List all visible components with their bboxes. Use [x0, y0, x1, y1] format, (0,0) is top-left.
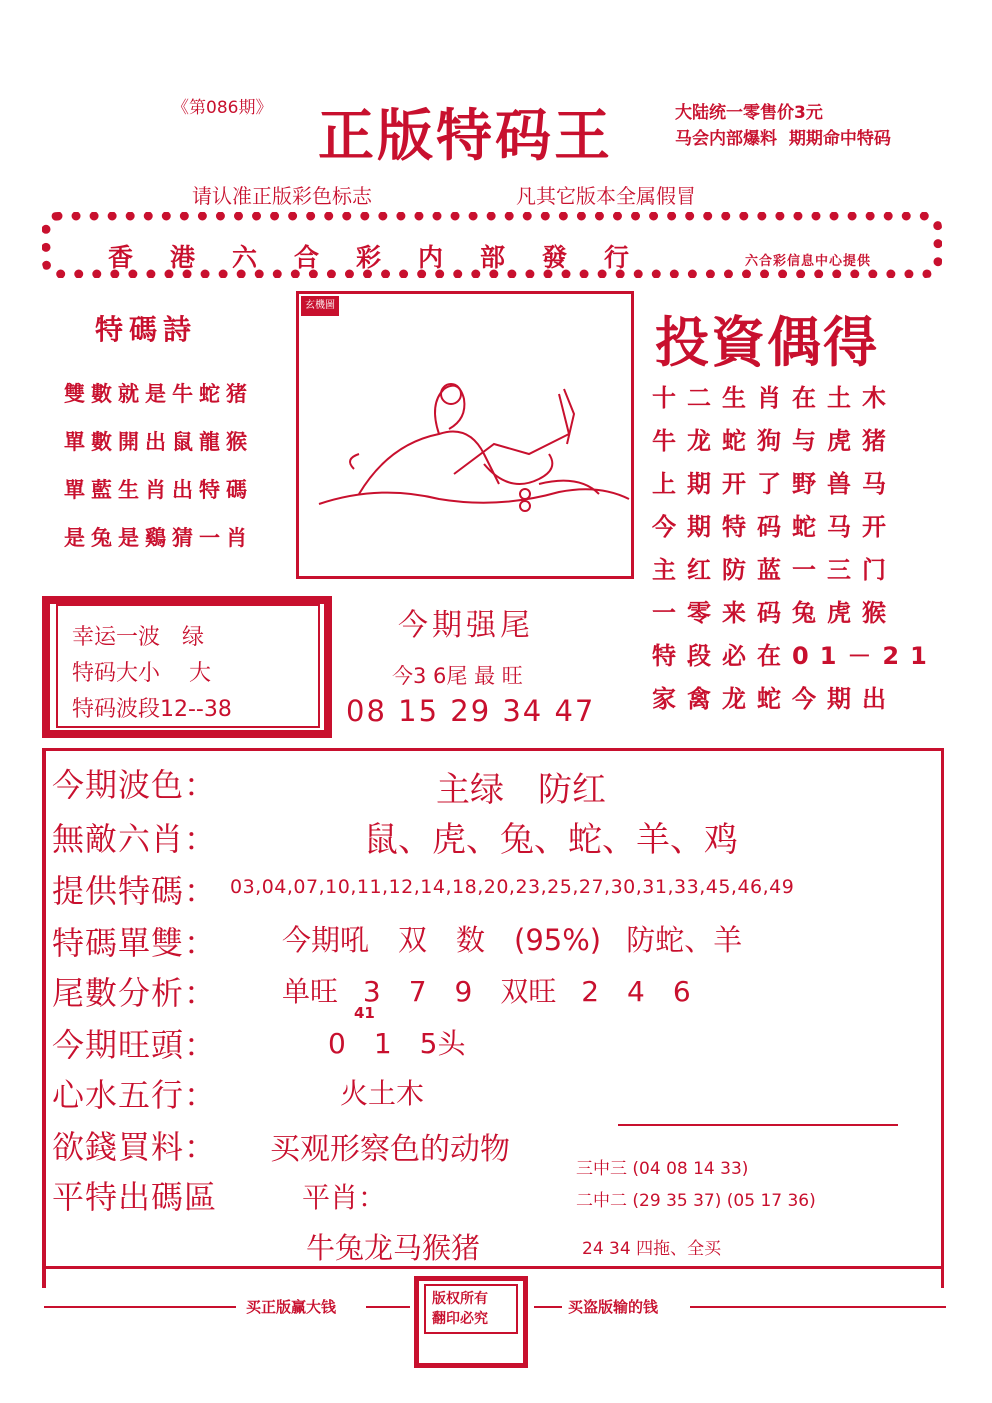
footer-line-right	[690, 1306, 946, 1308]
invest-title: 投資偶得	[655, 310, 879, 374]
strong-tail-title: 今期强尾	[398, 608, 534, 643]
lucky-range: 特码波段12--38	[72, 697, 232, 722]
picture-stamp: 玄機圖	[301, 296, 339, 316]
tail-best: 今3 6尾 最 旺	[392, 664, 523, 688]
invest-line: 上期开了野兽马	[652, 470, 897, 498]
odd-even-value: 今期吼 双 数 (95%) 防蛇、羊	[282, 923, 743, 957]
page-title: 正版特码王	[318, 104, 613, 169]
footer-right-text: 买盗版输的钱	[568, 1298, 659, 1316]
stamp-line1: 版权所有	[432, 1291, 488, 1307]
poem-line: 單數開出鼠龍猴	[64, 429, 253, 454]
mystery-picture	[296, 291, 634, 579]
issue-number: 《第086期》	[172, 98, 273, 118]
strong-numbers: 08 15 29 34 47	[346, 694, 596, 728]
footer-left-text: 买正版赢大钱	[246, 1298, 337, 1316]
color-value: 主绿 防红	[436, 770, 606, 810]
poem-line: 單藍生肖出特碼	[64, 477, 253, 502]
footer-line-mid-left	[366, 1306, 410, 1308]
invest-line: 家禽龙蛇今期出	[652, 685, 897, 713]
invest-line: 十二生肖在土木	[652, 384, 897, 412]
footer-line-mid-right	[534, 1306, 562, 1308]
main-box-bottom	[42, 1266, 944, 1269]
special-numbers-value: 03,04,07,10,11,12,14,18,20,23,25,27,30,31,33,45,46,49	[230, 876, 795, 898]
banner-text: 香港六合彩内部發行	[108, 243, 667, 272]
note-drag: 24 34 四拖、全买	[582, 1239, 722, 1259]
invest-line: 今期特码蛇马开	[652, 513, 897, 541]
footer-line-left	[44, 1306, 236, 1308]
invest-line: 牛龙蛇狗与虎猪	[652, 427, 897, 455]
flat-label: 平肖：	[302, 1181, 387, 1214]
notice-left: 请认准正版彩色标志	[192, 184, 372, 208]
lucky-size: 特码大小 大	[72, 661, 211, 686]
label-buy: 欲錢買料：	[52, 1128, 218, 1166]
stamp-line2: 翻印必究	[432, 1311, 488, 1327]
note-two: 二中二 (29 35 37) (05 17 36)	[576, 1191, 816, 1211]
note-three: 三中三 (04 08 14 33)	[576, 1159, 749, 1179]
invest-line: 主红防蓝一三门	[652, 556, 897, 584]
flat-zodiac-value: 牛兔龙马猴猪	[306, 1231, 481, 1265]
notice-right: 凡其它版本全属假冒	[516, 184, 696, 208]
lucky-wave: 幸运一波 绿	[72, 625, 205, 650]
six-zodiac-value: 鼠、虎、兔、蛇、羊、鸡	[364, 820, 738, 860]
poem-title: 特碼詩	[95, 313, 198, 346]
label-nums: 提供特碼：	[52, 872, 218, 910]
label-flat: 平特出碼區	[52, 1178, 218, 1216]
label-tail: 尾數分析：	[52, 974, 218, 1012]
label-color: 今期波色：	[52, 766, 218, 804]
poem-line: 是兔是鷄猜一肖	[64, 525, 253, 550]
head-value: 0 1 5头	[328, 1027, 466, 1060]
poem-line: 雙數就是牛蛇猪	[64, 381, 253, 406]
note-divider	[618, 1124, 898, 1126]
illustration-sketch	[299, 294, 631, 576]
label-six: 無敵六肖：	[52, 820, 218, 858]
label-head: 今期旺頭：	[52, 1026, 218, 1064]
price-text: 大陆统一零售价3元	[675, 103, 823, 123]
invest-line: 一零来码兔虎猴	[652, 599, 897, 627]
label-oddeven: 特碼單雙：	[52, 924, 218, 962]
five-elements-value: 火土木	[340, 1077, 425, 1110]
label-five: 心水五行：	[52, 1076, 218, 1114]
banner-subtext: 六合彩信息中心提供	[745, 254, 872, 269]
tail-value: 单旺 3 7 9 双旺 2 4 6	[282, 975, 691, 1008]
buy-value: 买观形察色的动物	[270, 1132, 510, 1167]
invest-line: 特段必在01－21	[652, 642, 938, 670]
slogan-text: 马会内部爆料 期期命中特码	[675, 129, 891, 149]
small-number: 41	[354, 1004, 375, 1022]
